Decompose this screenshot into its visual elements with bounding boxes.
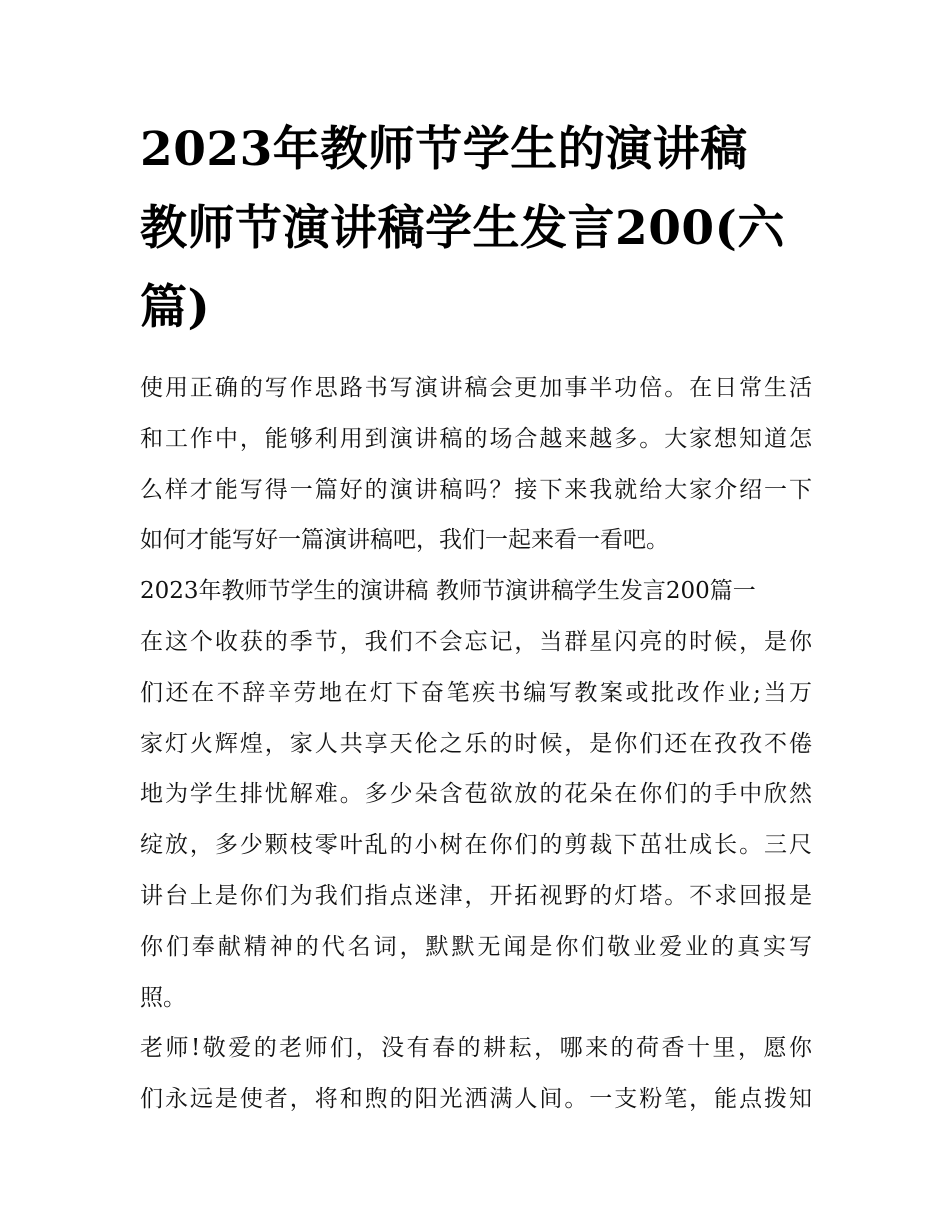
title-line: 教师节演讲稿学生发言200(六	[140, 201, 785, 256]
body-paragraph	[140, 617, 812, 1023]
text-line: 和工作中，能够利用到演讲稿的场合越来越多。大家想知道怎	[140, 425, 812, 452]
title-line: 2023年教师节学生的演讲稿	[140, 122, 748, 177]
text-line: 2023年教师节学生的演讲稿 教师节演讲稿学生发言200篇一	[140, 578, 756, 605]
document-title	[140, 110, 812, 347]
text-line: 家灯火辉煌，家人共享天伦之乐的时候，是你们还在孜孜不倦	[140, 730, 812, 757]
text-line: 老师!敬爱的老师们，没有春的耕耘，哪来的荷香十里，愿你	[140, 1035, 812, 1062]
document-page	[140, 110, 812, 1125]
text-line: 们还在不辞辛劳地在灯下奋笔疾书编写教案或批改作业;当万	[140, 679, 812, 706]
document-body	[140, 363, 812, 1125]
text-line: 讲台上是你们为我们指点迷津，开拓视野的灯塔。不求回报是	[140, 882, 812, 909]
text-line: 么样才能写得一篇好的演讲稿吗？接下来我就给大家介绍一下	[140, 476, 812, 503]
body-paragraph	[140, 1023, 812, 1125]
intro-paragraph	[140, 363, 812, 566]
section-heading	[140, 566, 812, 617]
text-line: 照。	[140, 984, 186, 1011]
text-line: 使用正确的写作思路书写演讲稿会更加事半功倍。在日常生活	[140, 375, 812, 401]
title-line: 篇)	[140, 280, 211, 335]
text-line: 在这个收获的季节，我们不会忘记，当群星闪亮的时候，是你	[140, 628, 812, 655]
text-line: 们永远是使者，将和煦的阳光洒满人间。一支粉笔，能点拨知	[140, 1086, 812, 1113]
text-line: 你们奉献精神的代名词，默默无闻是你们敬业爱业的真实写	[140, 933, 812, 960]
text-line: 地为学生排忧解难。多少朵含苞欲放的花朵在你们的手中欣然	[140, 781, 812, 808]
text-line: 如何才能写好一篇演讲稿吧，我们一起来看一看吧。	[140, 527, 669, 554]
text-line: 绽放，多少颗枝零叶乱的小树在你们的剪裁下茁壮成长。三尺	[140, 832, 812, 859]
